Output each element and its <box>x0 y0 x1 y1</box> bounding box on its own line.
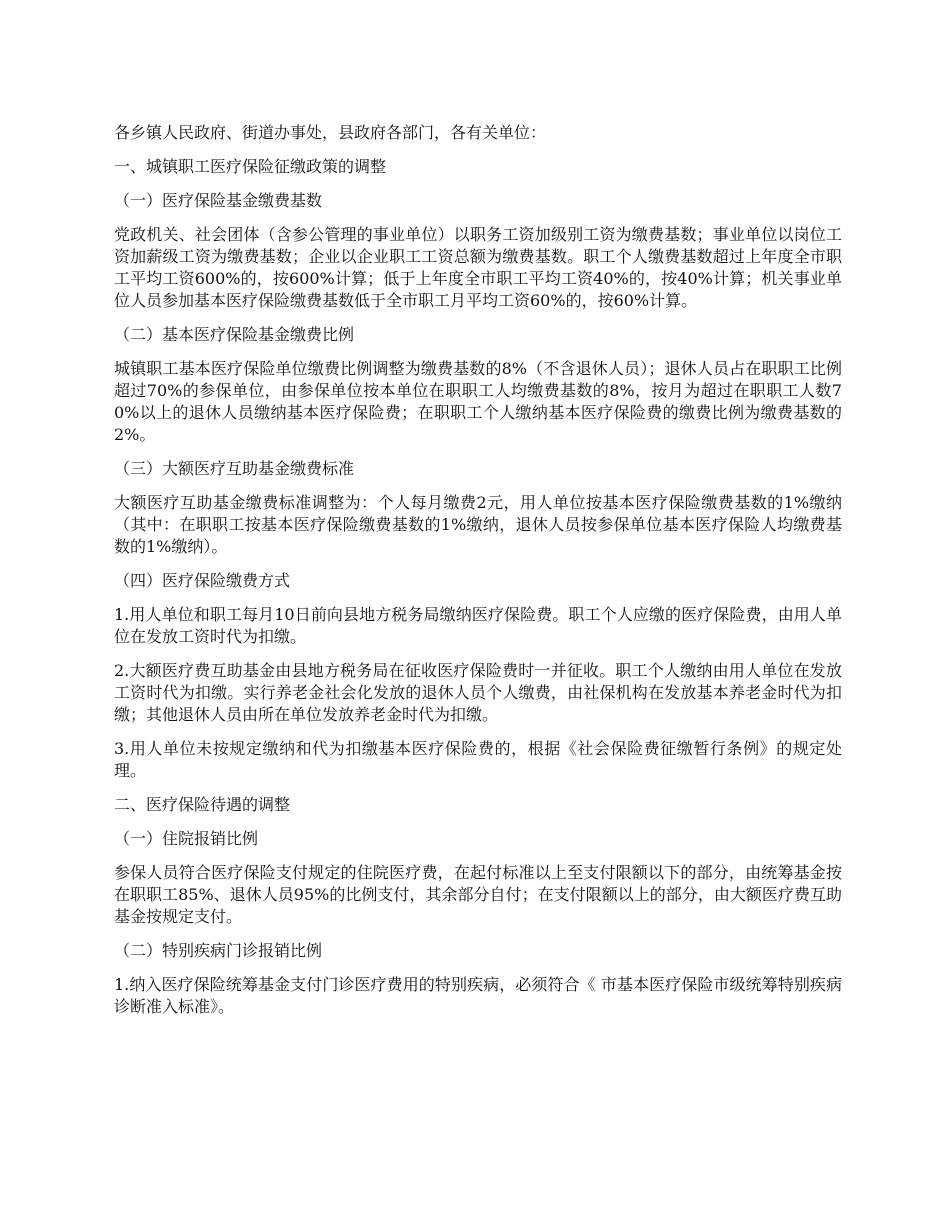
section-1-3-heading: （三）大额医疗互助基金缴费标准 <box>114 459 355 478</box>
section-2-heading: 二、医疗保险待遇的调整 <box>114 795 291 814</box>
section-2-1-heading: （一）住院报销比例 <box>114 829 259 848</box>
document-body <box>114 122 842 1030</box>
section-1-4-item-2: 2.大额医疗费互助基金由县地方税务局在征收医疗保险费时一并征收。职工个人缴纳由用人单位在发放工资时代为扣缴。实行养老金社会化发放的退休人员个人缴费，由社保机构在发放基本养老金时代为扣缴；其他退休人员由所在单位发放养老金时代为扣缴。 <box>114 661 842 724</box>
section-1-heading: 一、城镇职工医疗保险征缴政策的调整 <box>114 157 387 176</box>
section-1-4-item-1: 1.用人单位和职工每月10日前向县地方税务局缴纳医疗保险费。职工个人应缴的医疗保险费，由用人单位在发放工资时代为扣缴。 <box>114 605 842 646</box>
section-2-1-paragraph: 参保人员符合医疗保险支付规定的住院医疗费，在起付标准以上至支付限额以下的部分，由统筹基金按在职职工85%、退休人员95%的比例支付，其余部分自付；在支付限额以上的部分，由大额医疗费互助基金按规定支付。 <box>114 863 842 926</box>
section-1-3-paragraph: 大额医疗互助基金缴费标准调整为：个人每月缴费2元，用人单位按基本医疗保险缴费基数的1%缴纳（其中：在职职工按基本医疗保险缴费基数的1%缴纳，退休人员按参保单位基本医疗保险人均缴费基数的1%缴纳）。 <box>114 493 842 556</box>
section-1-1-paragraph: 党政机关、社会团体（含参公管理的事业单位）以职务工资加级别工资为缴费基数；事业单位以岗位工资加薪级工资为缴费基数；企业以企业职工工资总额为缴费基数。职工个人缴费基数超过上年度全市职工平均工资600%的，按600%计算；低于上年度全市职工平均工资40%的，按40%计算；机关事业单位人员参加基本医疗保险缴费基数低于全市职工月平均工资60%的，按60%计算。 <box>114 225 842 310</box>
salutation: 各乡镇人民政府、街道办事处，县政府各部门，各有关单位： <box>114 123 547 142</box>
section-1-4-item-3: 3.用人单位未按规定缴纳和代为扣缴基本医疗保险费的，根据《社会保险费征缴暂行条例》的规定处理。 <box>114 739 842 780</box>
section-2-2-item-1: 1.纳入医疗保险统筹基金支付门诊医疗费用的特别疾病，必须符合《 市基本医疗保险市级统筹特别疾病诊断准入标准》。 <box>114 975 842 1016</box>
section-1-4-heading: （四）医疗保险缴费方式 <box>114 571 291 590</box>
section-2-2-heading: （二）特别疾病门诊报销比例 <box>114 941 323 960</box>
section-1-1-heading: （一）医疗保险基金缴费基数 <box>114 191 323 210</box>
section-1-2-paragraph: 城镇职工基本医疗保险单位缴费比例调整为缴费基数的8%（不含退休人员）；退休人员占在职职工比例超过70%的参保单位，由参保单位按本单位在职职工人均缴费基数的8%，按月为超过在职职工人数70%以上的退休人员缴纳基本医疗保险费；在职职工个人缴纳基本医疗保险费的缴费比例为缴费基数的2%。 <box>114 359 842 444</box>
section-1-2-heading: （二）基本医疗保险基金缴费比例 <box>114 325 355 344</box>
